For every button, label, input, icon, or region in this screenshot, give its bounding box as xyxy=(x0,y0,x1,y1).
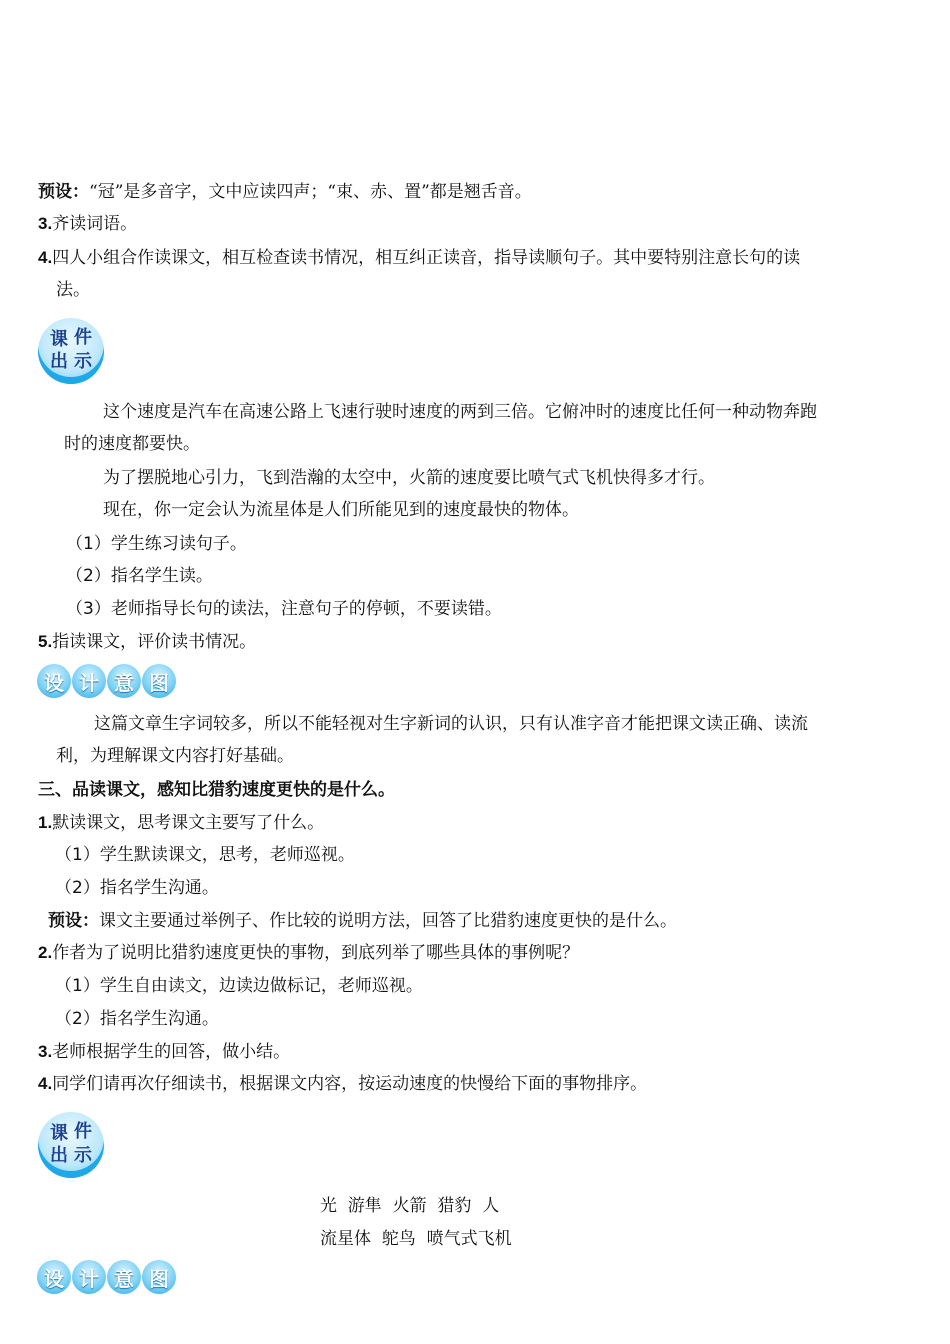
preset-line xyxy=(38,180,532,204)
word-list: 光 游隼 火箭 猎豹 人 xyxy=(320,1196,500,1216)
design-intent-badge xyxy=(37,1260,176,1298)
design-text: 利，为理解课文内容打好基础。 xyxy=(56,746,294,766)
sub-step: （2）指名学生沟通。 xyxy=(55,878,219,898)
sub-step: （1）学生自由读文，边读边做标记，老师巡视。 xyxy=(55,976,423,996)
sub-step: （1）学生练习读句子。 xyxy=(66,534,247,554)
section-heading: 三、品读课文，感知比猎豹速度更快的是什么。 xyxy=(38,780,395,800)
badge-char: 设 xyxy=(37,1260,71,1294)
preset-text: “冠”是多音字，文中应读四声；“束、赤、置”都是翘舌音。 xyxy=(89,182,532,202)
badge-char: 图 xyxy=(142,664,176,698)
courseware-badge xyxy=(38,318,112,384)
step-2 xyxy=(38,941,579,965)
step-4-continued: 法。 xyxy=(56,280,90,300)
design-intent-badge xyxy=(37,664,176,702)
sub-step: （1）学生默读课文，思考，老师巡视。 xyxy=(55,845,355,865)
step-number: 1. xyxy=(38,813,53,832)
step-4b xyxy=(38,1072,647,1096)
step-1 xyxy=(38,811,324,835)
word-list: 流星体 鸵鸟 喷气式飞机 xyxy=(320,1229,512,1249)
quote-line: 现在，你一定会认为流星体是人们所能见到的速度最快的物体。 xyxy=(103,500,579,520)
step-number: 2. xyxy=(38,943,53,962)
design-text: 这篇文章生字词较多，所以不能轻视对生字新词的认识，只有认准字音才能把课文读正确、读流 xyxy=(94,714,808,734)
step-number: 5. xyxy=(38,632,53,651)
badge-char: 计 xyxy=(72,664,106,698)
badge-char: 设 xyxy=(37,664,71,698)
badge-char: 图 xyxy=(142,1260,176,1294)
courseware-badge xyxy=(38,1112,112,1178)
badge-char: 出 xyxy=(50,1145,68,1166)
step-number: 4. xyxy=(38,1074,53,1093)
badge-circle xyxy=(38,318,104,384)
badge-char: 件 xyxy=(74,327,92,348)
quote-line: 时的速度都要快。 xyxy=(64,434,200,454)
badge-char: 示 xyxy=(74,1145,92,1166)
step-text: 老师根据学生的回答，做小结。 xyxy=(52,1042,291,1062)
badge-circle xyxy=(38,1112,104,1178)
step-number: 3. xyxy=(38,1042,53,1061)
step-3 xyxy=(38,212,137,236)
step-text: 四人小组合作读课文，相互检查读书情况，相互纠正读音，指导读顺句子。其中要特别注意长句的读 xyxy=(52,248,801,268)
step-4 xyxy=(38,246,800,270)
step-text: 作者为了说明比猎豹速度更快的事物，到底列举了哪些具体的事例呢？ xyxy=(52,943,580,963)
step-text: 同学们请再次仔细读书，根据课文内容，按运动速度的快慢给下面的事物排序。 xyxy=(52,1074,648,1094)
preset-label: 预设： xyxy=(48,911,99,931)
preset-label: 预设： xyxy=(38,182,89,202)
sub-step: （3）老师指导长句的读法，注意句子的停顿，不要读错。 xyxy=(66,599,502,619)
sub-step: （2）指名学生沟通。 xyxy=(55,1009,219,1029)
quote-line: 这个速度是汽车在高速公路上飞速行驶时速度的两到三倍。它俯冲时的速度比任何一种动物奔跑 xyxy=(103,402,817,422)
step-3b xyxy=(38,1040,290,1064)
step-5 xyxy=(38,630,256,654)
badge-char: 件 xyxy=(74,1121,92,1142)
preset-text: 课文主要通过举例子、作比较的说明方法，回答了比猎豹速度更快的是什么。 xyxy=(99,911,677,931)
badge-char: 出 xyxy=(50,351,68,372)
badge-char: 计 xyxy=(72,1260,106,1294)
badge-char: 意 xyxy=(107,1260,141,1294)
step-text: 指读课文，评价读书情况。 xyxy=(52,632,257,652)
sub-step: （2）指名学生读。 xyxy=(66,566,213,586)
step-text: 默读课文，思考课文主要写了什么。 xyxy=(52,813,325,833)
preset-line xyxy=(48,909,677,933)
step-text: 齐读词语。 xyxy=(52,214,138,234)
badge-char: 意 xyxy=(107,664,141,698)
badge-char: 课 xyxy=(50,1123,68,1144)
step-number: 4. xyxy=(38,248,53,267)
badge-char: 课 xyxy=(50,329,68,350)
quote-line: 为了摆脱地心引力，飞到浩瀚的太空中，火箭的速度要比喷气式飞机快得多才行。 xyxy=(103,468,715,488)
step-number: 3. xyxy=(38,214,53,233)
badge-char: 示 xyxy=(74,351,92,372)
